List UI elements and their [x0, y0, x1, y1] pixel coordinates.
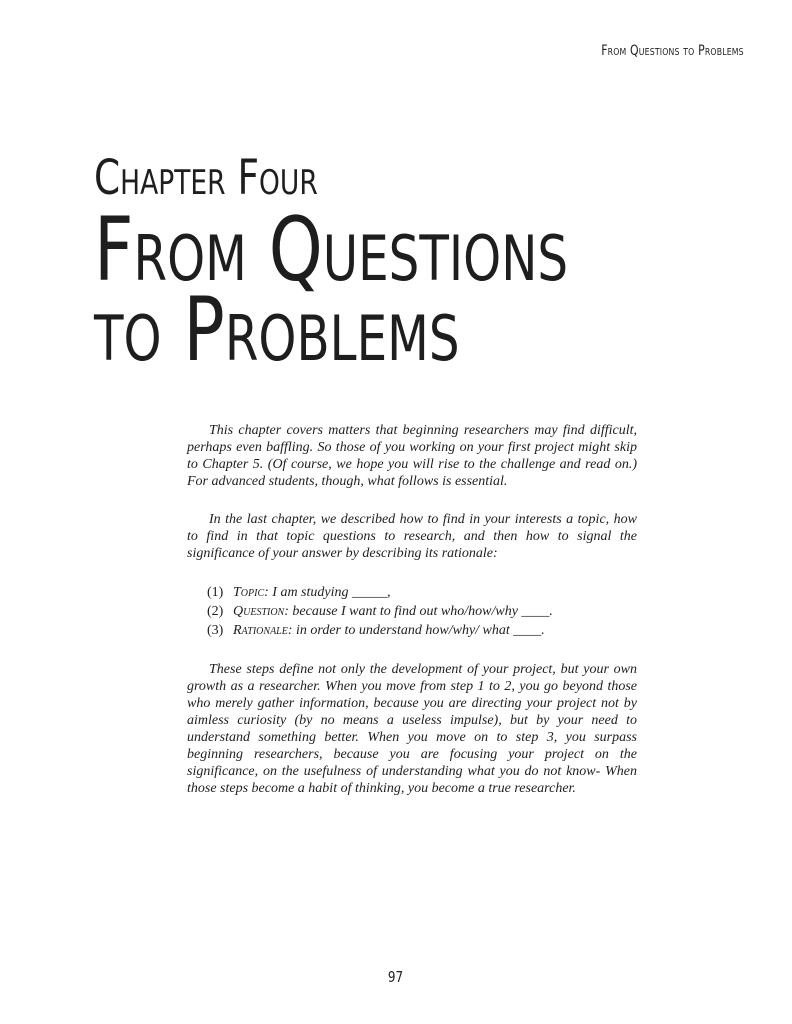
- chapter-title-line-2: to Problems: [94, 278, 460, 381]
- chapter-title-line-1: From Questions: [94, 198, 569, 301]
- running-head: From Questions to Problems: [601, 43, 744, 59]
- step-text: in order to understand how/why/ what ____.: [296, 623, 545, 638]
- step-term: Topic:: [233, 585, 269, 600]
- chapter-label: Chapter Four: [94, 150, 318, 206]
- step-number: (3): [207, 623, 224, 638]
- steps-list: [207, 583, 637, 640]
- step-item: [207, 621, 637, 640]
- chapter-heading: [94, 150, 569, 381]
- step-term: Question:: [233, 604, 289, 619]
- page-number: [0, 968, 792, 986]
- step-number: (2): [207, 604, 224, 619]
- growth-paragraph: These steps define not only the development of your project, but your own growth as a researcher. When you move from step 1 to 2, you go beyond those who merely gather information, because you are directing your project not by aimless curiosity (by no means a useless impulse), but by your need to understand something better. When you move on to step 3, you surpass beginning researchers, because you are focusing your project on the significance, on the usefulness of understanding what you do not know- When those steps become a habit of thinking, you become a true researcher.: [187, 662, 637, 796]
- intro-paragraph: This chapter covers matters that beginning researchers may find difficult, perhaps even baffling. So those of you working on your first project might skip to Chapter 5. (Of course, we hope you will rise to the challenge and read on.) For advanced students, though, what follows is essential.: [187, 423, 637, 489]
- step-term: Rationale:: [233, 623, 293, 638]
- step-text: because I want to find out who/how/why ____.: [292, 604, 553, 619]
- step-item: [207, 602, 637, 621]
- chapter-body: [187, 422, 637, 797]
- step-text: I am studying _____,: [272, 585, 391, 600]
- page-number-value: 97: [388, 968, 404, 986]
- step-number: (1): [207, 585, 224, 600]
- step-item: [207, 583, 637, 602]
- recap-paragraph: In the last chapter, we described how to find in your interests a topic, how to find in that topic questions to research, and then how to signal the significance of your answer by describing its rationale:: [187, 512, 637, 561]
- chapter-title: [94, 198, 569, 381]
